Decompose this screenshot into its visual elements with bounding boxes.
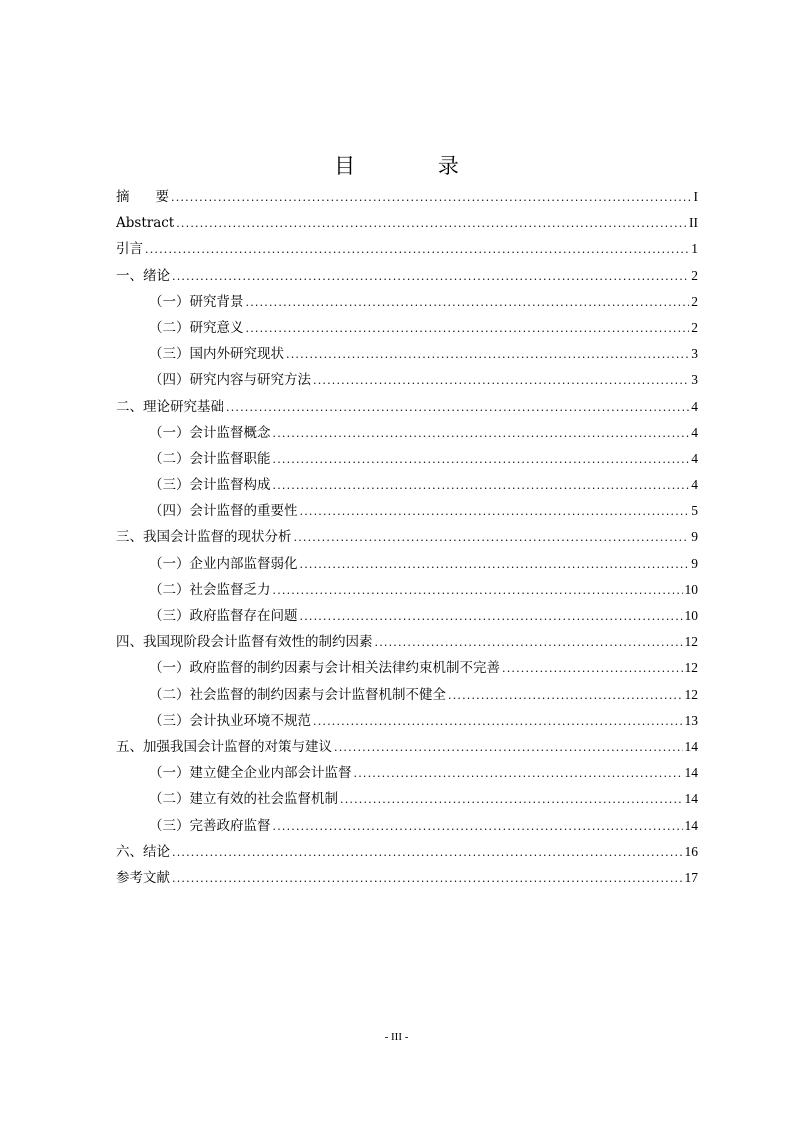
toc-dot-leader — [448, 683, 683, 709]
toc-entry[interactable] — [116, 446, 698, 472]
toc-entry-title: （四）会计监督的重要性 — [149, 503, 298, 520]
toc-dot-leader — [273, 447, 690, 473]
toc-entry-page-number: 4 — [691, 424, 698, 440]
toc-dot-leader — [145, 237, 689, 263]
toc-entry[interactable] — [116, 734, 698, 760]
toc-entry-page-number: 12 — [684, 686, 698, 702]
toc-entry-title: （三）会计执业环境不规范 — [149, 712, 311, 729]
toc-entry-page-number: 14 — [684, 738, 698, 754]
toc-entry-title: 一、绪论 — [116, 267, 170, 284]
toc-entry-title: 引言 — [116, 241, 143, 258]
toc-entry-page-number: 13 — [684, 712, 698, 728]
table-of-contents — [116, 184, 698, 891]
toc-entry-page-number: 4 — [691, 398, 698, 414]
toc-entry[interactable] — [116, 498, 698, 524]
toc-entry-title: （三）政府监督存在问题 — [149, 608, 298, 624]
toc-dot-leader — [334, 735, 683, 761]
toc-entry[interactable] — [116, 394, 698, 420]
toc-dot-leader — [226, 395, 689, 421]
toc-entry[interactable] — [116, 682, 698, 708]
toc-entry-page-number: 3 — [691, 346, 698, 362]
toc-entry-page-number: 10 — [684, 581, 698, 597]
toc-dot-leader — [176, 211, 687, 237]
toc-entry[interactable] — [116, 263, 698, 289]
toc-entry-title: （三）国内外研究现状 — [149, 346, 284, 363]
toc-entry-title: 六、结论 — [116, 843, 170, 860]
toc-entry-page-number: 14 — [684, 817, 698, 833]
toc-entry[interactable] — [116, 865, 698, 891]
toc-dot-leader — [354, 761, 683, 787]
toc-dot-leader — [286, 342, 689, 368]
toc-entry-title: （二）研究意义 — [149, 319, 244, 336]
toc-entry-page-number: 14 — [684, 765, 698, 781]
toc-entry-page-number: I — [693, 189, 698, 204]
toc-entry-title: （二）会计监督职能 — [149, 450, 271, 467]
toc-entry-page-number: 5 — [691, 503, 698, 519]
toc-title: 目 录 — [334, 154, 497, 178]
toc-dot-leader — [294, 525, 690, 551]
toc-entry[interactable] — [116, 551, 698, 577]
toc-entry[interactable] — [116, 472, 698, 498]
toc-entry[interactable] — [116, 420, 698, 446]
toc-entry-page-number: 12 — [684, 660, 698, 676]
toc-entry[interactable] — [116, 577, 698, 603]
toc-entry[interactable] — [116, 760, 698, 786]
toc-entry-page-number: 2 — [691, 267, 698, 283]
toc-entry-title: 摘要 — [116, 189, 195, 205]
toc-entry-title: （一）会计监督概念 — [149, 424, 271, 441]
toc-dot-leader — [172, 840, 683, 866]
toc-entry[interactable] — [116, 839, 698, 865]
toc-entry-page-number: 4 — [691, 477, 698, 493]
toc-entry-page-number: 2 — [691, 319, 698, 335]
toc-dot-leader — [273, 578, 683, 604]
toc-entry-page-number: 4 — [691, 450, 698, 466]
toc-entry-title: （一）研究背景 — [149, 293, 244, 310]
toc-entry[interactable] — [116, 708, 698, 734]
toc-entry-title: Abstract — [116, 215, 175, 232]
toc-entry-title: 四、我国现阶段会计监督有效性的制约因素 — [116, 634, 373, 651]
toc-entry-title: 二、理论研究基础 — [116, 398, 224, 415]
toc-entry[interactable] — [116, 315, 698, 341]
toc-dot-leader — [246, 316, 690, 342]
toc-dot-leader — [300, 499, 690, 525]
toc-dot-leader — [340, 787, 683, 813]
toc-dot-leader — [246, 290, 690, 316]
toc-entry-page-number: 9 — [691, 529, 698, 545]
toc-entry-title: （二）建立有效的社会监督机制 — [149, 791, 338, 808]
toc-dot-leader — [375, 630, 683, 656]
page-number-footer: - III - — [384, 1031, 409, 1043]
toc-entry-page-number: 16 — [684, 843, 698, 859]
toc-entry[interactable] — [116, 786, 698, 812]
toc-entry-title: （三）会计监督构成 — [149, 477, 271, 494]
toc-entry[interactable] — [116, 289, 698, 315]
toc-entry-page-number: 14 — [684, 791, 698, 807]
toc-entry-page-number: 3 — [691, 372, 698, 388]
toc-entry-page-number: 17 — [684, 869, 698, 885]
toc-entry-page-number: 12 — [684, 634, 698, 650]
toc-entry-page-number: 9 — [691, 555, 698, 571]
toc-dot-leader — [172, 866, 683, 892]
toc-entry-page-number: 2 — [691, 293, 698, 309]
toc-dot-leader — [273, 814, 683, 840]
toc-entry[interactable] — [116, 603, 698, 629]
toc-entry-title: 五、加强我国会计监督的对策与建议 — [116, 738, 332, 755]
toc-entry-title: 三、我国会计监督的现状分析 — [116, 529, 292, 546]
toc-entry[interactable] — [116, 524, 698, 550]
toc-entry-title: （一）建立健全企业内部会计监督 — [149, 765, 352, 782]
toc-entry[interactable] — [116, 629, 698, 655]
toc-dot-leader — [273, 473, 690, 499]
toc-dot-leader — [300, 604, 683, 630]
toc-entry-title: （二）社会监督的制约因素与会计监督机制不健全 — [149, 686, 446, 703]
toc-dot-leader — [172, 264, 689, 290]
toc-entry-page-number: 1 — [691, 241, 698, 257]
toc-dot-leader — [273, 421, 690, 447]
toc-entry[interactable] — [116, 813, 698, 839]
toc-entry-page-number: II — [689, 215, 698, 231]
toc-dot-leader — [171, 185, 692, 211]
toc-dot-leader — [300, 552, 690, 578]
toc-entry[interactable] — [116, 655, 698, 681]
toc-entry[interactable] — [116, 341, 698, 367]
toc-entry-title: （二）社会监督乏力 — [149, 581, 271, 598]
toc-dot-leader — [313, 368, 689, 394]
toc-dot-leader — [313, 709, 683, 735]
toc-entry[interactable] — [116, 367, 698, 393]
toc-entry-title: （三）完善政府监督 — [149, 817, 271, 834]
toc-entry[interactable] — [116, 210, 698, 236]
toc-entry[interactable] — [116, 184, 698, 210]
toc-entry-page-number: 10 — [684, 608, 698, 623]
toc-entry[interactable] — [116, 236, 698, 262]
toc-entry-title: 参考文献 — [116, 869, 170, 886]
toc-entry-title: （四）研究内容与研究方法 — [149, 372, 311, 389]
toc-entry-title: （一）企业内部监督弱化 — [149, 555, 298, 572]
toc-entry-title: （一）政府监督的制约因素与会计相关法律约束机制不完善 — [149, 660, 500, 677]
toc-dot-leader — [502, 656, 683, 682]
